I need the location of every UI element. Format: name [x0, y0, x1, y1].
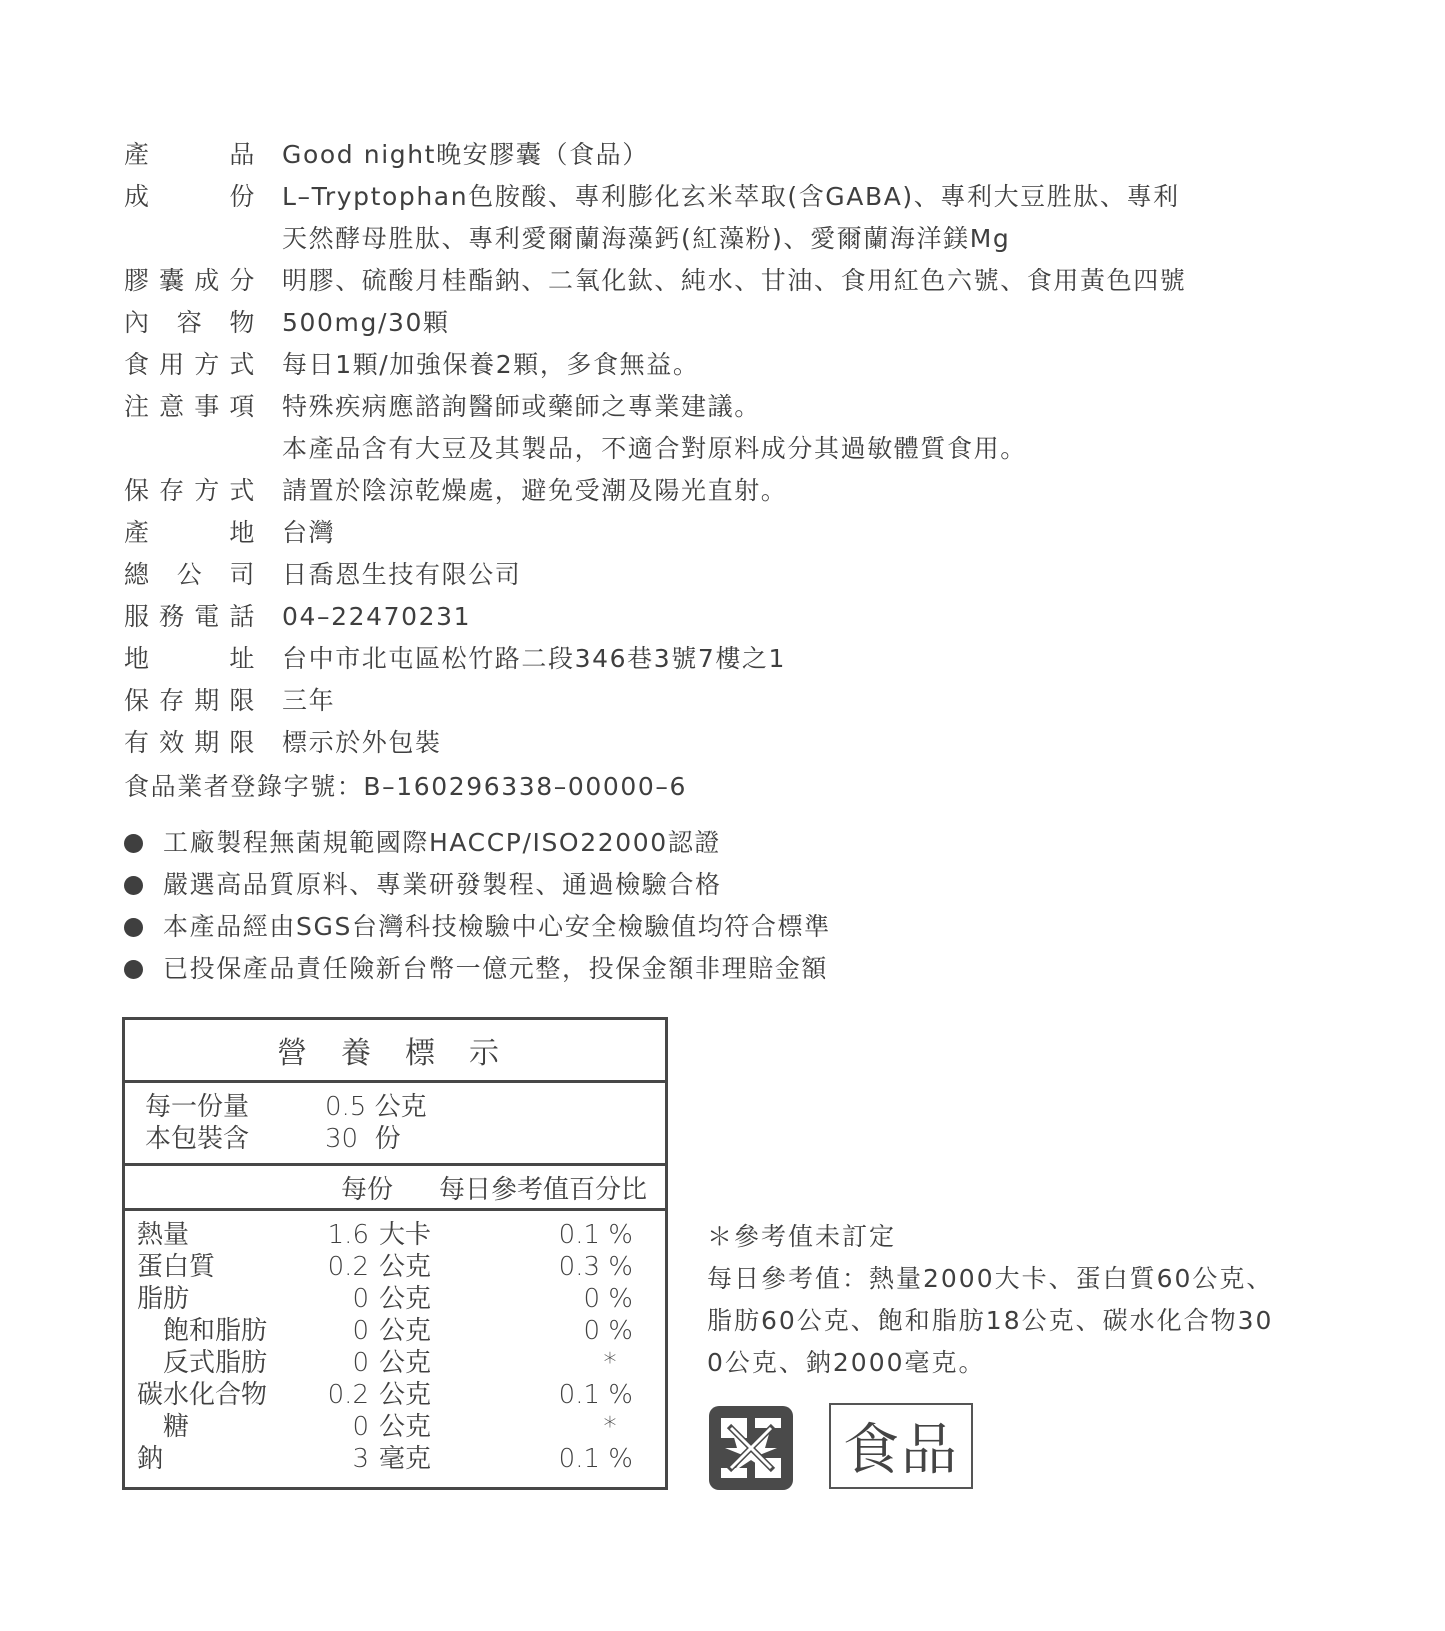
- bullet-dot-icon: [124, 918, 143, 937]
- spec-value: 請置於陰涼乾燥處，避免受潮及陽光直射。: [282, 476, 788, 505]
- serving-info: [125, 1083, 665, 1166]
- spec-label-char: 效: [159, 728, 186, 757]
- spec-row: [124, 386, 1324, 470]
- spec-label-char: 址: [229, 644, 256, 673]
- spec-label-char: 有: [124, 728, 151, 757]
- spec-value: 特殊疾病應諮詢醫師或藥師之專業建議。: [282, 392, 761, 421]
- nutrient-amount: 3: [352, 1444, 369, 1474]
- nutrient-name: 糖: [163, 1412, 190, 1442]
- nutrient-unit: 公克: [379, 1380, 432, 1410]
- spec-label: [124, 638, 256, 680]
- spec-values: [282, 554, 521, 596]
- column-per-serving: 每份: [341, 1174, 394, 1205]
- spec-value: 500mg/30顆: [282, 308, 450, 337]
- spec-value: 明膠、硫酸月桂酯鈉、二氧化鈦、純水、甘油、食用紅色六號、食用黃色四號: [282, 266, 1187, 295]
- nutrient-amount: 0: [352, 1348, 369, 1378]
- spec-label-char: 務: [159, 602, 186, 631]
- spec-value: L–Tryptophan色胺酸、專利膨化玄米萃取(含GABA)、專利大豆胜肽、專利: [282, 182, 1180, 211]
- nutrient-daily-value: 0.1 %: [558, 1220, 633, 1250]
- spec-label-char: 公: [176, 560, 204, 589]
- spec-label: [124, 470, 256, 512]
- nutrient-name: 碳水化合物: [137, 1380, 268, 1410]
- nutrition-facts-table: [122, 1017, 668, 1490]
- spec-label-char: 產: [124, 518, 151, 547]
- spec-row: [124, 680, 1324, 722]
- nutrient-unit: 公克: [379, 1252, 432, 1282]
- spec-values: [282, 470, 787, 512]
- spec-value: 日喬恩生技有限公司: [282, 560, 522, 589]
- spec-label-char: 期: [194, 686, 221, 715]
- spec-label-char: 方: [194, 476, 221, 505]
- food-badge: 食品: [829, 1403, 973, 1489]
- spec-label-char: 物: [229, 308, 256, 337]
- spec-label: [124, 512, 256, 554]
- recycle-icon: [707, 1404, 795, 1492]
- spec-values: [282, 134, 649, 176]
- spec-label-char: 保: [124, 476, 151, 505]
- feature-bullet-text: 已投保產品責任險新台幣一億元整，投保金額非理賠金額: [163, 954, 829, 983]
- nutrition-row: [137, 1283, 665, 1315]
- nutrient-daily-value: *: [603, 1412, 633, 1442]
- nutrient-unit: 大卡: [379, 1220, 432, 1250]
- reference-line: 0公克、鈉2000毫克。: [707, 1348, 986, 1377]
- spec-label-char: 總: [124, 560, 151, 589]
- registration-number: 食品業者登錄字號：B–160296338–00000–6: [124, 772, 688, 801]
- feature-bullet-list: [124, 822, 831, 990]
- spec-value: 三年: [282, 686, 336, 715]
- spec-label: [124, 344, 256, 386]
- spec-label: [124, 260, 256, 302]
- spec-values: [282, 638, 786, 680]
- spec-values: [282, 512, 335, 554]
- servings-per-package-label: 本包裝含: [145, 1124, 250, 1154]
- spec-row: [124, 512, 1324, 554]
- spec-value: 天然酵母胜肽、專利愛爾蘭海藻鈣(紅藻粉)、愛爾蘭海洋鎂Mg: [282, 224, 1011, 253]
- nutrient-amount: 0.2: [327, 1252, 369, 1282]
- nutrient-name: 脂肪: [137, 1284, 190, 1314]
- spec-label-char: 方: [194, 350, 221, 379]
- feature-bullet: [124, 906, 831, 948]
- reference-line: 脂肪60公克、飽和脂肪18公克、碳水化合物30: [707, 1306, 1274, 1335]
- spec-label-char: 話: [229, 602, 256, 631]
- spec-label-char: 食: [124, 350, 151, 379]
- spec-label-char: 用: [159, 350, 186, 379]
- spec-label-char: 囊: [159, 266, 186, 295]
- spec-values: [282, 302, 450, 344]
- nutrition-row: [137, 1347, 665, 1379]
- column-daily-value: 每日參考值百分比: [439, 1174, 648, 1205]
- spec-label: [124, 680, 256, 722]
- nutrition-row: [137, 1379, 665, 1411]
- spec-value: 台灣: [282, 518, 336, 547]
- nutrition-rows: [125, 1211, 665, 1487]
- spec-label-char: 容: [176, 308, 204, 337]
- spec-row: [124, 638, 1324, 680]
- feature-bullet-text: 嚴選高品質原料、專業研發製程、通過檢驗合格: [163, 870, 722, 899]
- nutrition-title: 營養標示: [125, 1020, 665, 1083]
- nutrient-daily-value: 0.1 %: [558, 1444, 633, 1474]
- spec-label-char: 分: [229, 266, 256, 295]
- spec-row: [124, 470, 1324, 512]
- spec-label-char: 存: [159, 686, 186, 715]
- spec-label-char: 保: [124, 686, 151, 715]
- spec-label-char: 注: [124, 392, 151, 421]
- spec-label: [124, 596, 256, 638]
- spec-values: [282, 176, 1180, 260]
- nutrient-daily-value: *: [603, 1348, 633, 1378]
- spec-value: 04–22470231: [282, 602, 472, 631]
- spec-label-char: 產: [124, 140, 151, 169]
- spec-row: [124, 302, 1324, 344]
- spec-label-char: 限: [229, 686, 256, 715]
- spec-label-char: 期: [194, 728, 221, 757]
- spec-label-char: 膠: [124, 266, 151, 295]
- nutrient-unit: 公克: [379, 1348, 432, 1378]
- spec-value: 本產品含有大豆及其製品，不適合對原料成分其過敏體質食用。: [282, 434, 1027, 463]
- spec-row: [124, 722, 1324, 764]
- nutrition-row: [137, 1315, 665, 1347]
- spec-label-char: 司: [229, 560, 256, 589]
- nutrient-daily-value: 0 %: [583, 1316, 633, 1346]
- nutrition-row: [137, 1219, 665, 1251]
- spec-values: [282, 596, 471, 638]
- spec-label-char: 內: [124, 308, 151, 337]
- nutrient-unit: 公克: [379, 1412, 432, 1442]
- spec-label-char: 份: [229, 182, 256, 211]
- spec-row: [124, 134, 1324, 176]
- nutrition-row: [137, 1251, 665, 1283]
- spec-label: [124, 554, 256, 596]
- nutrient-amount: 1.6: [327, 1220, 369, 1250]
- nutrient-daily-value: 0.1 %: [558, 1380, 633, 1410]
- spec-row: [124, 176, 1324, 260]
- spec-row: [124, 554, 1324, 596]
- spec-values: [282, 680, 335, 722]
- spec-label-char: 地: [229, 518, 256, 547]
- nutrient-daily-value: 0.3 %: [558, 1252, 633, 1282]
- spec-label-char: 成: [194, 266, 221, 295]
- nutrient-daily-value: 0 %: [583, 1284, 633, 1314]
- serving-size-label: 每一份量: [145, 1092, 250, 1122]
- nutrient-unit: 公克: [379, 1284, 432, 1314]
- spec-row: [124, 596, 1324, 638]
- spec-label: [124, 176, 256, 218]
- spec-values: [282, 260, 1186, 302]
- nutrition-row: [137, 1443, 665, 1475]
- reference-line: 每日參考值：熱量2000大卡、蛋白質60公克、: [707, 1264, 1274, 1293]
- spec-label-char: 項: [229, 392, 256, 421]
- bullet-dot-icon: [124, 960, 143, 979]
- nutrient-name: 反式脂肪: [163, 1348, 268, 1378]
- spec-label-char: 品: [229, 140, 256, 169]
- nutrient-unit: 毫克: [379, 1444, 432, 1474]
- spec-value: Good night晚安膠囊（食品）: [282, 140, 649, 169]
- feature-bullet: [124, 864, 831, 906]
- nutrient-name: 熱量: [137, 1220, 190, 1250]
- spec-label-char: 式: [229, 350, 256, 379]
- nutrient-name: 蛋白質: [137, 1252, 216, 1282]
- spec-values: [282, 344, 699, 386]
- serving-size-value: 0.5 公克: [325, 1092, 427, 1122]
- spec-label: [124, 134, 256, 176]
- spec-label: [124, 386, 256, 428]
- servings-per-package-row: [145, 1123, 665, 1155]
- serving-size-row: [145, 1091, 665, 1123]
- feature-bullet-text: 本產品經由SGS台灣科技檢驗中心安全檢驗值均符合標準: [163, 912, 831, 941]
- spec-row: [124, 344, 1324, 386]
- spec-value: 台中市北屯區松竹路二段346巷3號7樓之1: [282, 644, 787, 673]
- reference-not-set-note: ＊參考值未訂定: [707, 1222, 897, 1251]
- spec-row: [124, 260, 1324, 302]
- spec-label-char: 地: [124, 644, 151, 673]
- nutrient-name: 飽和脂肪: [163, 1316, 268, 1346]
- feature-bullet: [124, 822, 831, 864]
- nutrient-amount: 0: [352, 1316, 369, 1346]
- bullet-dot-icon: [124, 834, 143, 853]
- nutrient-amount: 0: [352, 1284, 369, 1314]
- feature-bullet-text: 工廠製程無菌規範國際HACCP/ISO22000認證: [163, 828, 721, 857]
- nutrient-unit: 公克: [379, 1316, 432, 1346]
- spec-values: [282, 386, 1027, 470]
- nutrition-row: [137, 1411, 665, 1443]
- spec-label-char: 式: [229, 476, 256, 505]
- spec-label-char: 意: [159, 392, 186, 421]
- spec-values: [282, 722, 442, 764]
- bullet-dot-icon: [124, 876, 143, 895]
- spec-label-char: 服: [124, 602, 151, 631]
- spec-label-char: 事: [194, 392, 221, 421]
- spec-label: [124, 722, 256, 764]
- servings-per-package-value: 30 份: [325, 1124, 401, 1154]
- nutrient-amount: 0.2: [327, 1380, 369, 1410]
- spec-label-char: 電: [194, 602, 221, 631]
- nutrition-column-headers: [125, 1166, 665, 1211]
- nutrient-amount: 0: [352, 1412, 369, 1442]
- feature-bullet: [124, 948, 831, 990]
- daily-reference-note: [707, 1216, 1273, 1384]
- spec-label-char: 限: [229, 728, 256, 757]
- spec-value: 每日1顆/加強保養2顆，多食無益。: [282, 350, 700, 379]
- spec-label-char: 存: [159, 476, 186, 505]
- product-spec-list: [124, 134, 1324, 808]
- nutrient-name: 鈉: [137, 1444, 164, 1474]
- spec-label: [124, 302, 256, 344]
- spec-value: 標示於外包裝: [282, 728, 442, 757]
- spec-label-char: 成: [124, 182, 151, 211]
